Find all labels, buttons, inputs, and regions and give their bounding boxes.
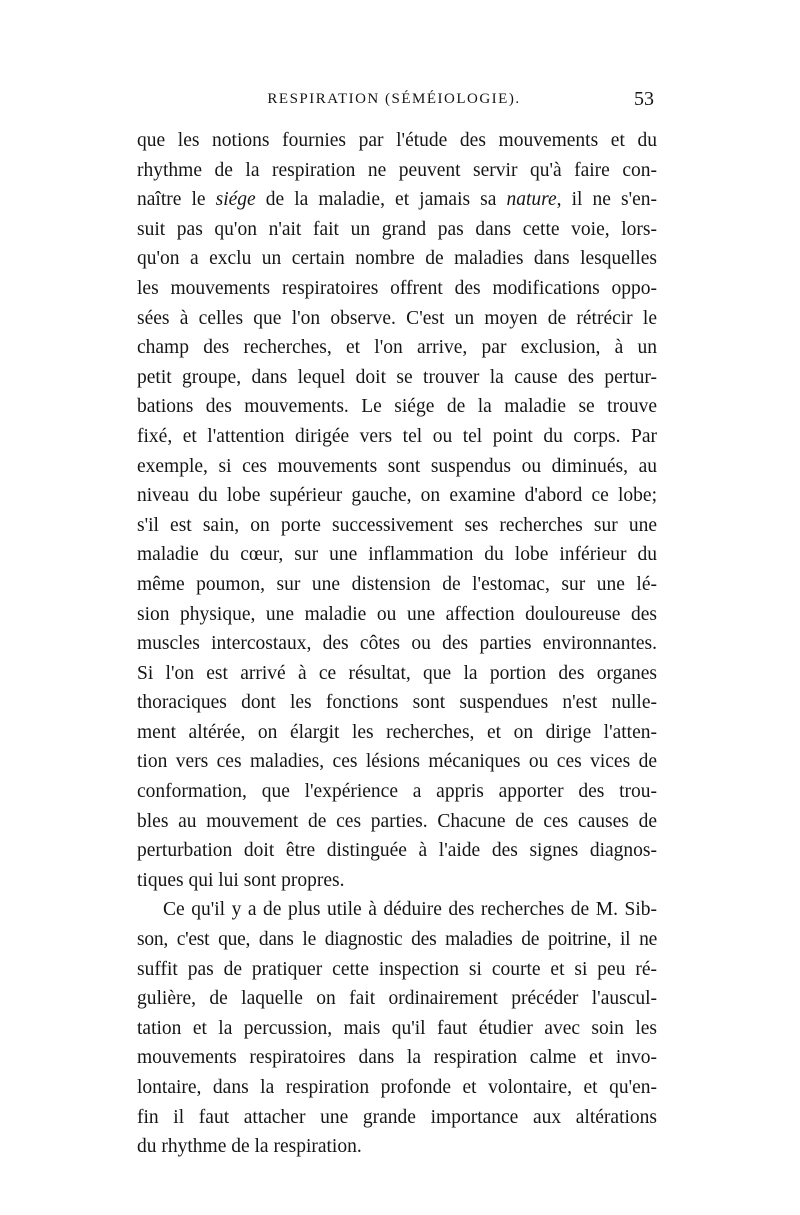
text-line: petit groupe, dans lequel doit se trouver la cause des pertur- (137, 366, 657, 388)
text-line: fin il faut attacher une grande importance aux altérations (137, 1106, 657, 1128)
text-line: rhythme de la respiration ne peuvent servir qu'à faire con- (137, 159, 657, 181)
text-line: champ des recherches, et l'on arrive, par exclusion, à un (137, 337, 657, 359)
text-line: gulière, de laquelle on fait ordinairement précéder l'auscul- (137, 988, 657, 1010)
text-line: ment altérée, on élargit les recherches, et on dirige l'atten- (137, 721, 657, 743)
italic-term-siege: siége (215, 189, 256, 211)
text-line: conformation, que l'expérience a appris apporter des trou- (137, 781, 657, 803)
text-line: maladie du cœur, sur une inflammation du lobe inférieur du (137, 544, 657, 566)
text-line: tation et la percussion, mais qu'il faut étudier avec soin les (137, 1017, 657, 1039)
text-line: même poumon, sur une distension de l'estomac, sur une lé- (137, 573, 657, 595)
text-segment: de la maladie, et jamais sa (255, 189, 507, 211)
text-line: sion physique, une maladie ou une affection douloureuse des (137, 603, 657, 625)
text-line: bles au mouvement de ces parties. Chacune de ces causes de (137, 810, 657, 832)
text-line: muscles intercostaux, des côtes ou des parties environnantes. (137, 633, 657, 655)
text-line: du rhythme de la respiration. (137, 1136, 362, 1158)
text-line: son, c'est que, dans le diagnostic des maladies de poitrine, il ne (137, 929, 657, 951)
text-line: tion vers ces maladies, ces lésions mécaniques ou ces vices de (137, 751, 657, 773)
running-head-title: RESPIRATION (SÉMÉIOLOGIE). (267, 91, 521, 107)
text-line: qu'on a exclu un certain nombre de maladies dans lesquelles (137, 248, 657, 270)
text-line: Ce qu'il y a de plus utile à déduire des recherches de M. Sib- (163, 899, 657, 921)
text-segment: naître le (137, 189, 216, 211)
text-line: perturbation doit être distinguée à l'aide des signes diagnos- (137, 840, 657, 862)
text-line: niveau du lobe supérieur gauche, on examine d'abord ce lobe; (137, 485, 657, 507)
text-line: que les notions fournies par l'étude des mouvements et du (137, 130, 657, 151)
text-line: tiques qui lui sont propres. (137, 869, 345, 891)
text-segment: , il ne s'en- (556, 189, 657, 211)
text-line: Si l'on est arrivé à ce résultat, que la portion des organes (137, 662, 657, 684)
body-text (137, 126, 657, 1162)
text-line: fixé, et l'attention dirigée vers tel ou tel point du corps. Par (137, 425, 657, 447)
text-line: s'il est sain, on porte successivement ses recherches sur une (137, 514, 657, 536)
text-line: suit pas qu'on n'ait fait un grand pas dans cette voie, lors- (137, 218, 657, 240)
page-number: 53 (634, 88, 654, 110)
italic-term-nature: nature (506, 189, 557, 211)
text-line: thoraciques dont les fonctions sont suspendues n'est nulle- (137, 692, 657, 714)
text-line: suffit pas de pratiquer cette inspection si courte et si peu ré- (137, 958, 657, 980)
text-line: mouvements respiratoires dans la respiration calme et invo- (137, 1047, 657, 1069)
text-line (137, 185, 657, 215)
text-line: lontaire, dans la respiration profonde et volontaire, et qu'en- (137, 1077, 657, 1098)
text-line: les mouvements respiratoires offrent des modifications oppo- (137, 277, 657, 299)
running-head (134, 88, 654, 118)
text-line: exemple, si ces mouvements sont suspendus ou diminués, au (137, 455, 657, 477)
text-line: sées à celles que l'on observe. C'est un moyen de rétrécir le (137, 307, 657, 329)
text-line: bations des mouvements. Le siége de la maladie se trouve (137, 396, 657, 418)
